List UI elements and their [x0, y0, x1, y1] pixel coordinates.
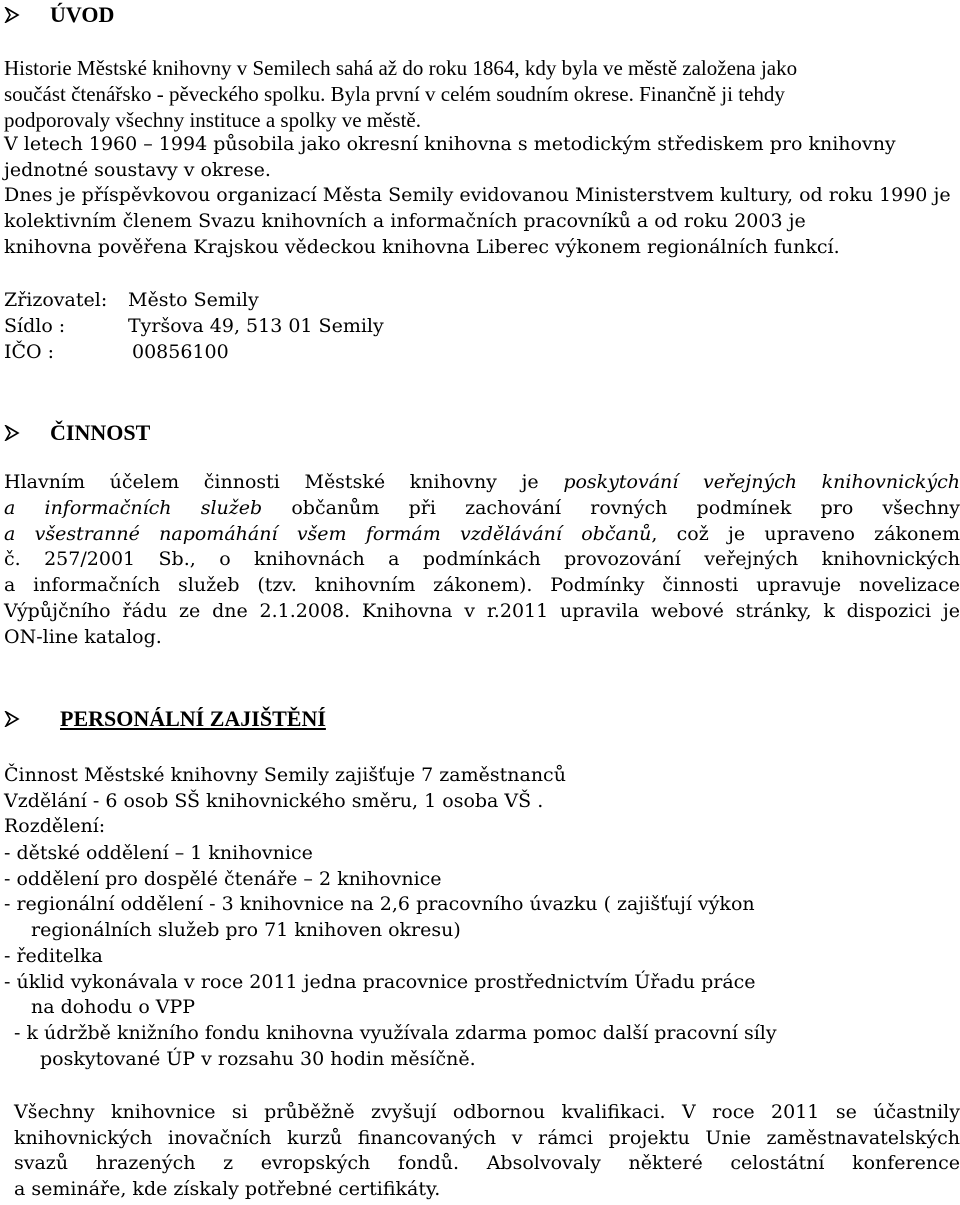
list-item: - regionální oddělení - 3 knihovnice na 2,6 pracovního úvazku ( zajišťují výkon	[4, 893, 755, 916]
text-line: Všechny knihovnice si průběžně zvyšují odbornou kvalifikaci. V roce 2011 se účastnily	[14, 1101, 960, 1123]
personal-list-2	[14, 1021, 777, 1072]
text-line: a informačních služeb (tzv. knihovním zákonem). Podmínky činnosti upravuje novelizace	[4, 574, 960, 597]
list-item: - dětské oddělení – 1 knihovnice	[4, 842, 313, 864]
text-line: 1990 je kolektivním členem Svazu knihovních a informačních pracovníků a od roku 2003 je	[4, 184, 951, 233]
zrizovatel-label: Zřizovatel:	[4, 289, 108, 311]
heading-text: ÚVOD	[50, 2, 115, 27]
zrizovatel-value: Město Semily	[128, 289, 259, 311]
list-item-continuation: regionálních služeb pro 71 knihoven okresu)	[31, 919, 461, 942]
sidlo-label: Sídlo :	[4, 315, 66, 337]
section-heading-uvod	[4, 2, 114, 28]
personal-list	[4, 841, 756, 1021]
sidlo-value: Tyršova 49, 513 01 Semily	[128, 315, 384, 337]
text-line: knihovna pověřena Krajskou vědeckou knihovna Liberec výkonem regionálních funkcí.	[4, 235, 840, 258]
list-item: - úklid vykonávala v roce 2011 jedna pracovnice prostřednictvím Úřadu práce	[4, 970, 756, 993]
text-line: knihovnických inovačních kurzů financovaných v rámci projektu Unie zaměstnavatelských	[14, 1126, 960, 1149]
text-line: svazů hrazených z evropských fondů. Absolvovaly některé celostátní konference	[14, 1152, 960, 1175]
ico-value: 00856100	[132, 341, 229, 363]
sidlo-row	[4, 315, 384, 337]
ico-row	[4, 341, 229, 363]
text-line: č. 257/2001 Sb., o knihovnách a podmínkách provozování veřejných knihovnických	[4, 548, 960, 571]
arrow-bullet-icon	[4, 7, 20, 23]
cinnost-paragraph	[4, 470, 960, 651]
arrow-bullet-icon	[4, 425, 20, 441]
arrow-bullet-icon	[4, 711, 20, 727]
list-item-continuation: poskytované ÚP v rozsahu 30 hodin měsíčně.	[40, 1047, 476, 1070]
zrizovatel-row	[4, 289, 259, 311]
text-line: jednotné soustavy v okrese.	[4, 158, 271, 181]
text-line: Dnes je příspěvkovou organizací Města Semily evidovanou Ministerstvem kultury, od roku	[4, 184, 873, 207]
list-item-continuation: na dohodu o VPP	[31, 996, 196, 1019]
text-line: a informačních služeb občanům při zachování rovných podmínek pro všechny	[4, 496, 960, 519]
text-line: součást čtenářsko - pěveckého spolku. Byla první v celém soudním okrese. Finančně ji tehdy	[4, 82, 785, 106]
text-line: Hlavním účelem činnosti Městské knihovny je poskytování veřejných knihovnických	[4, 471, 960, 493]
heading-text: ČINNOST	[50, 420, 151, 445]
text-line: V letech 1960 – 1994 působila jako okresní knihovna s metodickým střediskem pro knihovny	[4, 133, 896, 155]
ico-label: IČO :	[4, 341, 55, 363]
text-line: Historie Městské knihovny v Semilech sahá až do roku 1864, kdy byla ve městě založena jako	[4, 56, 798, 80]
text-line: Vzdělání - 6 osob SŠ knihovnického směru, 1 osoba VŠ .	[4, 789, 544, 812]
text-line: Činnost Městské knihovny Semily zajišťuje 7 zaměstnanců	[4, 764, 566, 786]
text-line: ON-line katalog.	[4, 625, 162, 648]
text-line: Rozdělení:	[4, 815, 106, 838]
heading-text: PERSONÁLNÍ ZAJIŠTĚNÍ	[60, 706, 326, 731]
personal-intro	[4, 763, 566, 840]
text-line: a všestranné napomáhání všem formám vzdělávání občanů, což je upraveno zákonem	[4, 522, 960, 545]
uvod-paragraph-2	[4, 132, 960, 261]
text-line: podporovaly všechny instituce a spolky ve městě.	[4, 108, 421, 132]
section-heading-cinnost	[4, 420, 150, 446]
text-line: a semináře, kde získaly potřebné certifikáty.	[14, 1178, 441, 1201]
list-item: - ředitelka	[4, 944, 103, 967]
list-item: - oddělení pro dospělé čtenáře – 2 knihovnice	[4, 867, 442, 890]
uvod-paragraph	[4, 55, 960, 133]
text-line: Výpůjčního řádu ze dne 2.1.2008. Knihovna v r.2011 upravila webové stránky, k dispozici je	[4, 599, 960, 622]
final-paragraph	[14, 1100, 960, 1203]
list-item: - k údržbě knižního fondu knihovna využívala zdarma pomoc další pracovní síly	[14, 1022, 777, 1044]
section-heading-personal	[4, 706, 326, 732]
